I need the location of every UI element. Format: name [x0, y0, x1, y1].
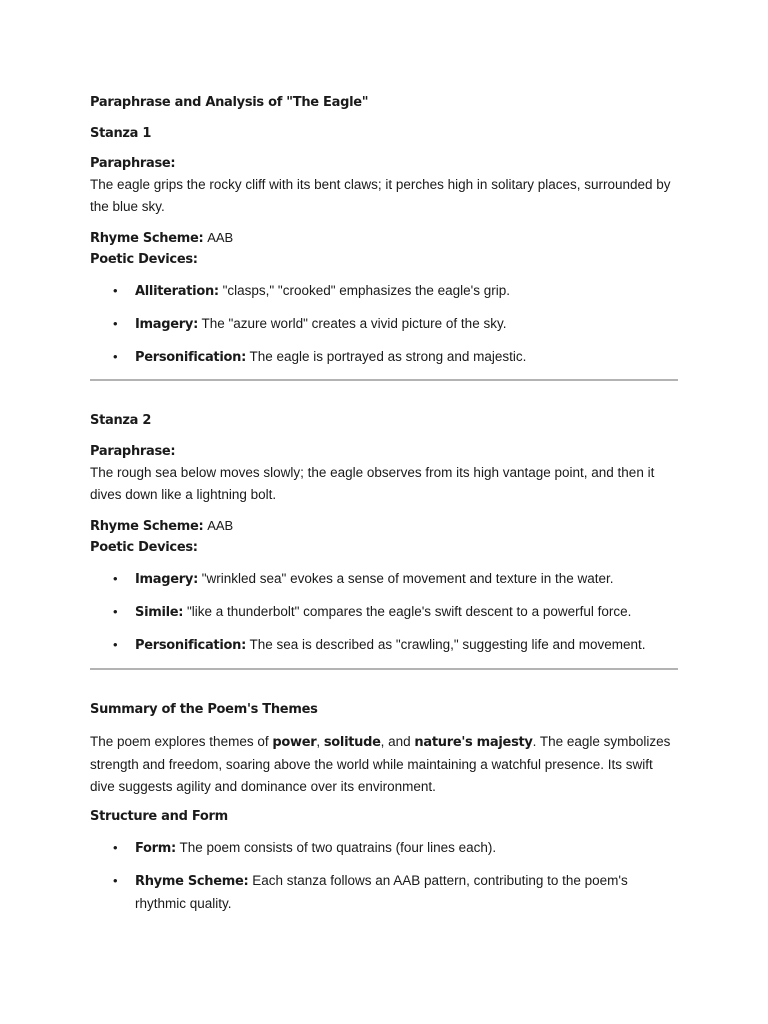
stanza-1-devices-list	[90, 280, 678, 369]
stanza-2-paraphrase-text: The rough sea below moves slowly; the eagle observes from its high vantage point, and then it dives down like a lightning bolt.	[90, 465, 655, 502]
device-label: Personification:	[135, 350, 246, 365]
document-title: Paraphrase and Analysis of "The Eagle"	[90, 95, 369, 110]
stanza-2-devices-label: Poetic Devices:	[90, 540, 198, 555]
list-item	[90, 568, 678, 591]
device-text: "clasps," "crooked" emphasizes the eagle's grip.	[222, 283, 510, 298]
device-label: Personification:	[135, 638, 246, 653]
stanza-1-paraphrase-label: Paraphrase:	[90, 156, 176, 171]
bullet-dot-icon: •	[113, 604, 118, 619]
list-item	[90, 313, 678, 336]
stanza-2-rhyme-label: Rhyme Scheme:	[90, 519, 204, 534]
bullet-dot-icon: •	[113, 637, 118, 652]
device-text: The eagle is portrayed as strong and majestic.	[249, 349, 527, 364]
summary-rest: . The eagle symbolizes strength and freedom, soaring above the world while maintaining a watchful presence. Its swift dive suggests agility and dominance over its environment.	[90, 734, 671, 794]
summary-intro: The poem explores themes of	[90, 734, 273, 749]
section-divider	[90, 668, 678, 670]
bullet-dot-icon: •	[113, 316, 118, 331]
summary-paragraph	[90, 731, 678, 798]
device-text: The sea is described as "crawling," suggesting life and movement.	[249, 637, 646, 652]
bullet-dot-icon: •	[113, 840, 118, 855]
stanza-1-paraphrase-text: The eagle grips the rocky cliff with its bent claws; it perches high in solitary places, surrounded by the blue sky.	[90, 177, 671, 214]
theme-solitude: solitude	[323, 735, 381, 750]
bullet-dot-icon: •	[113, 349, 118, 364]
stanza-2-devices-list	[90, 568, 678, 657]
bullet-dot-icon: •	[113, 873, 118, 888]
stanza-1-title: Stanza 1	[90, 126, 152, 141]
stanza-2-title: Stanza 2	[90, 413, 152, 428]
stanza-1-rhyme-scheme	[90, 227, 678, 250]
list-item	[90, 280, 678, 303]
list-item	[90, 837, 678, 860]
summary-title: Summary of the Poem's Themes	[90, 702, 318, 717]
device-label: Imagery:	[135, 317, 198, 332]
bullet-dot-icon: •	[113, 571, 118, 586]
list-item	[90, 634, 678, 657]
stanza-2-paraphrase-label: Paraphrase:	[90, 444, 176, 459]
stanza-1-rhyme-value: AAB	[207, 230, 234, 245]
theme-power: power	[272, 735, 317, 750]
list-item	[90, 601, 678, 624]
stanza-1-rhyme-label: Rhyme Scheme:	[90, 231, 204, 246]
structure-label: Rhyme Scheme:	[135, 874, 249, 889]
bullet-dot-icon: •	[113, 283, 118, 298]
structure-text: The poem consists of two quatrains (four lines each).	[179, 840, 497, 855]
structure-title: Structure and Form	[90, 809, 228, 824]
structure-label: Form:	[135, 841, 176, 856]
summary-separator: ,	[316, 734, 324, 749]
stanza-2-rhyme-value: AAB	[207, 518, 234, 533]
section-divider	[90, 379, 678, 381]
structure-text: Each stanza follows an AAB pattern, contributing to the poem's rhythmic quality.	[135, 873, 628, 911]
stanza-1-devices-label: Poetic Devices:	[90, 252, 198, 267]
device-text: "like a thunderbolt" compares the eagle's swift descent to a powerful force.	[186, 604, 632, 619]
device-label: Alliteration:	[135, 284, 219, 299]
device-label: Simile:	[135, 605, 184, 620]
summary-separator: , and	[380, 734, 415, 749]
stanza-2-rhyme-scheme	[90, 515, 678, 538]
device-text: "wrinkled sea" evokes a sense of movement and texture in the water.	[201, 571, 614, 586]
theme-natures-majesty: nature's majesty	[414, 735, 533, 750]
list-item	[90, 870, 678, 915]
device-text: The "azure world" creates a vivid picture of the sky.	[201, 316, 507, 331]
list-item	[90, 346, 678, 369]
device-label: Imagery:	[135, 572, 198, 587]
structure-list	[90, 837, 678, 915]
document-content	[90, 93, 678, 915]
